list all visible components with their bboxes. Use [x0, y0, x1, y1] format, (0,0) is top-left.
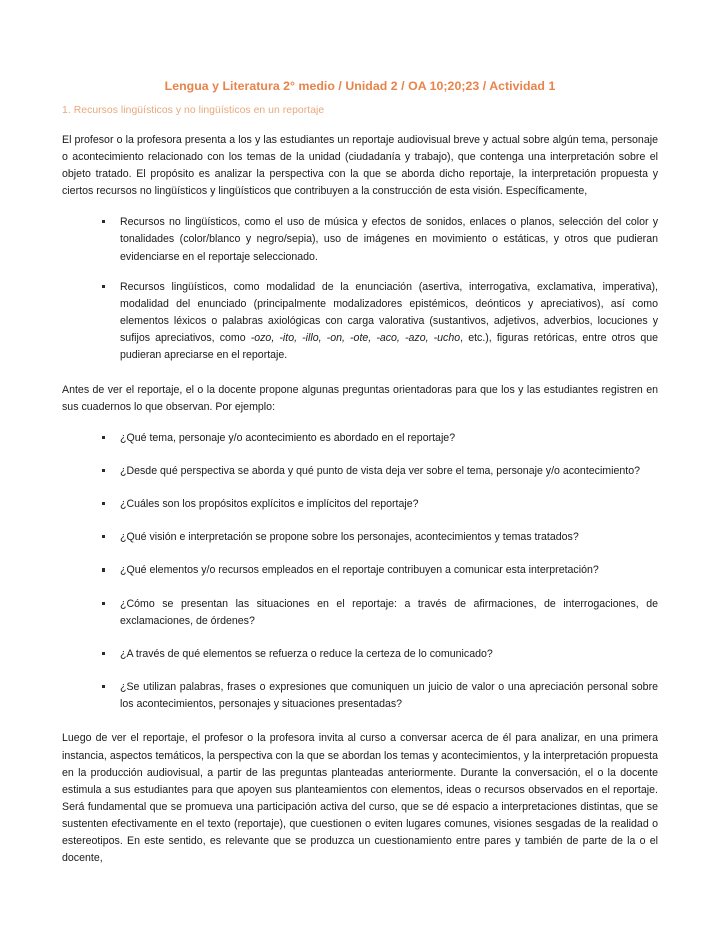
list-item: ¿A través de qué elementos se refuerza o reduce la certeza de lo comunicado? [62, 646, 658, 663]
list-item: Recursos no lingüísticos, como el uso de música y efectos de sonidos, enlaces o planos, selección del color y tonalidades (color/blanco y negro/sepia), uso de imágenes en movimiento o estáticas, y otros que pudieran evidenciarse en el reportaje seleccionado. [62, 214, 658, 265]
page-title: Lengua y Literatura 2° medio / Unidad 2 / OA 10;20;23 / Actividad 1 [164, 79, 556, 93]
intro-paragraph: El profesor o la profesora presenta a los y las estudiantes un reportaje audiovisual breve y actual sobre algún tema, personaje o acontecimiento relacionado con los temas de la unidad (ciudadanía y trabajo), que contenga una interpretación sobre el objeto tratado. El propósito es analizar la perspectiva con la que se aborda dicho reportaje, la interpretación propuesta y ciertos recursos no lingüísticos y lingüísticos que contribuyen a la construcción de esta visión. Específicamente, [62, 133, 658, 198]
closing-paragraph: Luego de ver el reportaje, el profesor o la profesora invita al curso a conversar acerca de él para analizar, en una primera instancia, aspectos temáticos, la perspectiva con la que se abordan los temas y acontecimientos, y la interpretación propuesta en la producción audiovisual, a partir de las preguntas planteadas anteriormente. Durante la conversación, el o la docente estimula a sus estudiantes para que apoyen sus planteamientos con elementos, ideas o recursos observados en el reportaje. Será fundamental que se promueva una participación activa del curso, que se dé espacio a interpretaciones distintas, que se sustenten efectivamente en el texto (reportaje), que cuestionen o eviten lugares comunes, visiones sesgadas de la realidad o estereotipos. En este sentido, es relevante que se produzca un cuestionamiento entre pares y también de parte de la o el docente, [62, 732, 658, 865]
linguistic-text-part1: Recursos lingüísticos, como modalidad de la enunciación (asertiva, interrogativa, exclamativa, imperativa), modalidad del enunciado (principalmente modalizadores epistémicos, deónticos y apreciativos), así como elementos léxicos o palabras axiológicas con carga valorativa (sustantivos, adjetivos, adverbios, locuciones y sufijos apreciativos, como [120, 280, 658, 345]
question-list [62, 430, 658, 714]
list-item [62, 279, 658, 365]
resource-bullet-list [62, 214, 658, 364]
before-viewing-paragraph: Antes de ver el reportaje, el o la docente propone algunas preguntas orientadoras para que los y las estudiantes registren en sus cuadernos lo que observan. Por ejemplo: [62, 383, 658, 413]
list-item: ¿Desde qué perspectiva se aborda y qué punto de vista deja ver sobre el tema, personaje y/o acontecimiento? [62, 463, 658, 480]
linguistic-suffixes: -ozo, -ito, -illo, -on, -ote, -aco, -azo, -ucho [250, 332, 461, 345]
linguistic-text-part2: , etc.), figuras retóricas, entre otros que pudieran apreciarse en el reportaje. [120, 332, 658, 362]
list-item: ¿Cómo se presentan las situaciones en el reportaje: a través de afirmaciones, de interrogaciones, de exclamaciones, de órdenes? [62, 596, 658, 630]
list-item: ¿Qué elementos y/o recursos empleados en el reportaje contribuyen a comunicar esta interpretación? [62, 562, 658, 579]
list-item: ¿Se utilizan palabras, frases o expresiones que comuniquen un juicio de valor o una apreciación personal sobre los acontecimientos, personajes y situaciones presentadas? [62, 679, 658, 713]
section-heading: 1. Recursos lingüísticos y no lingüísticos en un reportaje [62, 104, 325, 116]
list-item: ¿Cuáles son los propósitos explícitos e implícitos del reportaje? [62, 496, 658, 513]
list-item: ¿Qué tema, personaje y/o acontecimiento es abordado en el reportaje? [62, 430, 658, 447]
list-item: ¿Qué visión e interpretación se propone sobre los personajes, acontecimientos y temas tratados? [62, 529, 658, 546]
